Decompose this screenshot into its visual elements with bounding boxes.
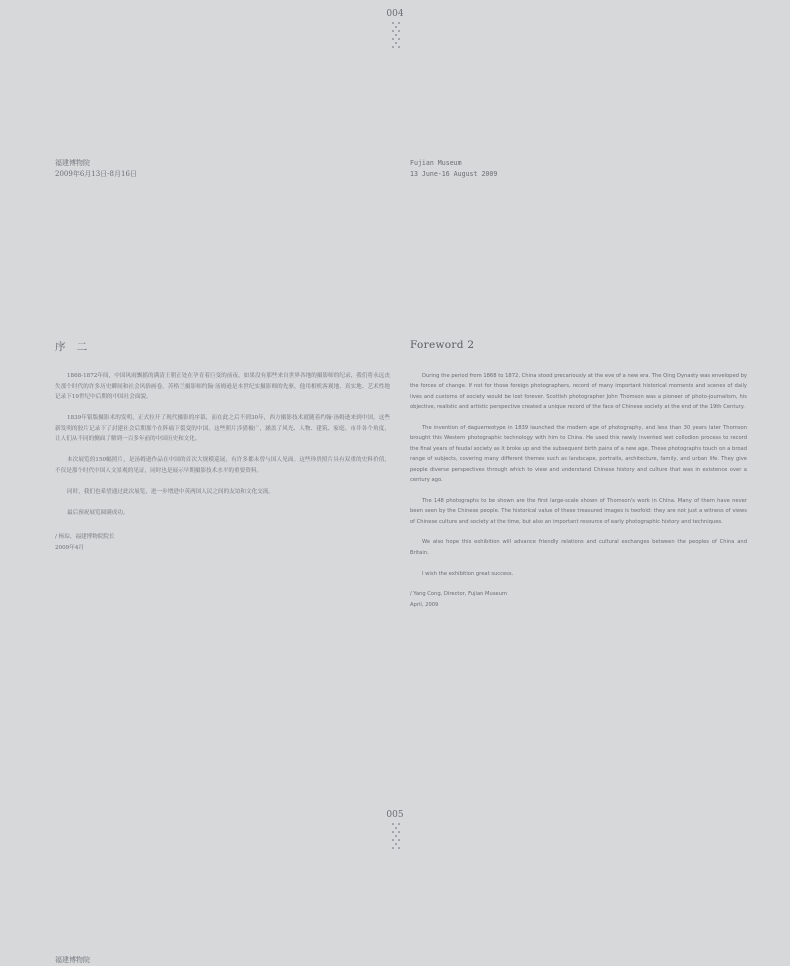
en-foreword-body <box>410 371 747 610</box>
en-paragraph: The invention of daguerreotype in 1839 launched the modern age of photography, and less than 30 years later Thomson brought this Western photographic technology with him to China. He used this newly invented wet collodion process to record the final years of feudal society as it broke up and the subsequent birth pains of a new age. These photographs touch on a broad range of subjects, covering many different themes such as landscape, portraits, architecture, family, and urban life. They give people diverse perspectives through which to view and understand Chinese history and culture that was in existence over a century ago. <box>410 425 747 484</box>
cn-paragraph: 1868-1872年间，中国风雨飘摇的满清王朝正处在孕育着巨变的前夜。如果没有那些来自世界各地的摄影师的纪录，我们将永远丧失那个时代的许多历史瞬间和社会风俗画卷。苏格兰摄影师约翰·汤姆逊是本世纪实摄影师的先驱，他用相机客观地、真实地、艺术性地记录下19世纪中后期的中国社会面貌。 <box>55 373 390 400</box>
page-number-top: 004 <box>386 9 404 19</box>
cn-paragraph: 本次展览的150幅照片，是汤姆逊作品在中国的首次大规模巡展，有许多都未曾与国人见面。这些珍贵照片具有双重的史料价值，不仅是那个时代中国人文景观的见证，同时也是展示早期摄影技术水平的重要资料。 <box>55 457 390 474</box>
en-meta <box>410 158 497 180</box>
en-paragraph: The 148 photographs to be shown are the first large-scale shown of Thomson's work in China. Many of them have never been seen by the Chinese people. The historical value of these treasured images is twofold: they are not just a witness of views of Chinese culture and society at the time, but also an important resource of early photographic history and techniques. <box>410 497 747 525</box>
cn-paragraph: 同时，我们也希望通过此次展览，进一步增进中英两国人民之间的友谊和文化交流。 <box>67 488 274 495</box>
cn-signature-name: / 杨琮，福建博物院院长 <box>55 534 115 540</box>
dot-ornament-top <box>390 22 402 50</box>
en-exhibition-dates: 13 June-16 August 2009 <box>410 170 498 178</box>
cn-museum-name: 福建博物院 <box>55 159 90 167</box>
en-paragraph: During the period from 1868 to 1872, China stood precariously at the eve of a new era. The Qing Dynasty was enveloped by the forces of change. If not for those foreign photographers, record of many important historical moments and scenes of daily lives and customs of society would be lost forever. Scottish photographer John Thomson was a pioneer of photo-journalism, his objective, realistic and artistic perspective created a unique record of the face of Chinese society at the end of the 19th Century. <box>410 373 747 411</box>
cn-heading: 序 二 <box>55 341 88 353</box>
dot-ornament-bottom <box>390 823 402 851</box>
en-heading: Foreword 2 <box>410 339 475 351</box>
cn-paragraph: 最后预祝展览圆满成功。 <box>67 509 129 516</box>
en-signature <box>410 589 747 610</box>
en-paragraph: I wish the exhibition great success. <box>422 570 514 577</box>
cn-paragraph: 1839年银版摄影术的发明，正式拉开了现代摄影的序幕，而在此之后不到30年，西方摄影技术就随着约翰·汤姆逊来到中国，这些新发明的胶片记录下了封建社会后期那个在阵痛下裂变的中国。这些照片涉猎极广，涵盖了风光、人物、建筑、家庭、市井各个角度，让人们从不同的侧面了解到一百多年前的中国历史和文化。 <box>55 415 390 442</box>
cn-signature-date: 2009年4月 <box>55 544 84 551</box>
cn-exhibition-dates: 2009年6月13日-8月16日 <box>55 170 137 178</box>
en-signature-date: April, 2009 <box>410 601 439 608</box>
cn-signature <box>55 532 390 553</box>
cn-foreword-body <box>55 371 390 553</box>
en-museum-name: Fujian Museum <box>410 159 462 167</box>
en-signature-name: / Yang Cong, Director, Fujian Museum <box>410 591 508 598</box>
page-number-bottom: 005 <box>386 810 404 820</box>
bottom-cut-text: 福建博物院 <box>55 956 90 964</box>
cn-meta <box>55 158 137 180</box>
en-paragraph: We also hope this exhibition will advance friendly relations and cultural exchanges between the peoples of China and Britain. <box>410 539 747 556</box>
